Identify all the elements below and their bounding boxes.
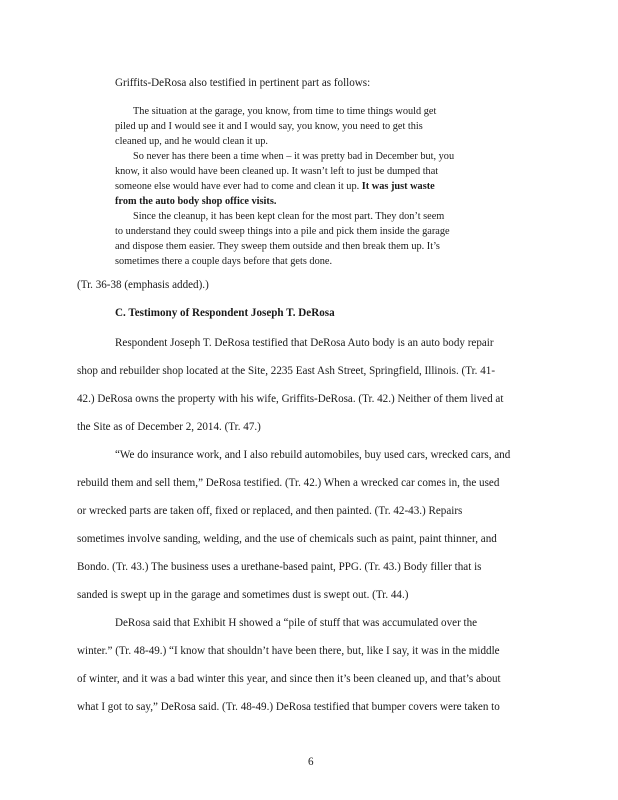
body-line: what I got to say,” DeRosa said. (Tr. 48-49.) DeRosa testified that bumper covers were taken to [77,701,500,713]
body-line: Bondo. (Tr. 43.) The business uses a urethane-based paint, PPG. (Tr. 43.) Body filler that is [77,561,482,573]
intro-line: Griffits-DeRosa also testified in pertinent part as follows: [115,77,371,89]
body-line: rebuild them and sell them,” DeRosa testified. (Tr. 42.) When a wrecked car comes in, the used [77,477,500,489]
body-line: shop and rebuilder shop located at the Site, 2235 East Ash Street, Springfield, Illinois. (Tr. 41- [77,365,496,377]
body-line: sometimes involve sanding, welding, and the use of chemicals such as paint, paint thinner, and [77,533,497,545]
quote-line: to understand they could sweep things into a pile and pick them inside the garage [115,226,450,237]
body-line: of winter, and it was a bad winter this year, and since then it’s been cleaned up, and that’s about [77,673,501,685]
body-line: or wrecked parts are taken off, fixed or replaced, and then painted. (Tr. 42-43.) Repairs [77,505,463,517]
body-line: DeRosa said that Exhibit H showed a “pile of stuff that was accumulated over the [115,617,478,629]
quote-line: sometimes there a couple days before that gets done. [115,256,333,267]
quote-line: So never has there been a time when – it was pretty bad in December but, you [133,151,455,162]
page-number: 6 [308,756,314,768]
citation: (Tr. 36-38 (emphasis added).) [77,279,209,291]
body-line: “We do insurance work, and I also rebuild automobiles, buy used cars, wrecked cars, and [115,449,511,461]
quote-line: piled up and I would see it and I would say, you know, you need to get this [115,121,423,132]
quote-text: someone else would have ever had to come and clean it up. [115,181,360,192]
quote-line [115,180,435,193]
body-line: Respondent Joseph T. DeRosa testified that DeRosa Auto body is an auto body repair [115,337,494,349]
quote-line: The situation at the garage, you know, from time to time things would get [133,106,437,117]
quote-line: and dispose them easier. They sweep them outside and then break them up. It’s [115,241,440,252]
emphasis-text: It was just waste [361,181,435,192]
quote-line: know, it also would have been cleaned up. It wasn’t left to just be dumped that [115,166,439,177]
body-line: winter.” (Tr. 48-49.) “I know that shouldn’t have been there, but, like I say, it was in the middle [77,645,500,657]
emphasis-text: from the auto body shop office visits. [115,196,277,207]
quote-line: cleaned up, and he would clean it up. [115,136,268,147]
quote-line [115,195,276,208]
section-heading: C. Testimony of Respondent Joseph T. DeRosa [115,307,335,319]
body-line: the Site as of December 2, 2014. (Tr. 47.) [77,421,261,433]
body-line: sanded is swept up in the garage and sometimes dust is swept out. (Tr. 44.) [77,589,409,601]
body-line: 42.) DeRosa owns the property with his wife, Griffits-DeRosa. (Tr. 42.) Neither of them lived at [77,393,504,405]
quote-line: Since the cleanup, it has been kept clean for the most part. They don’t seem [133,211,445,222]
